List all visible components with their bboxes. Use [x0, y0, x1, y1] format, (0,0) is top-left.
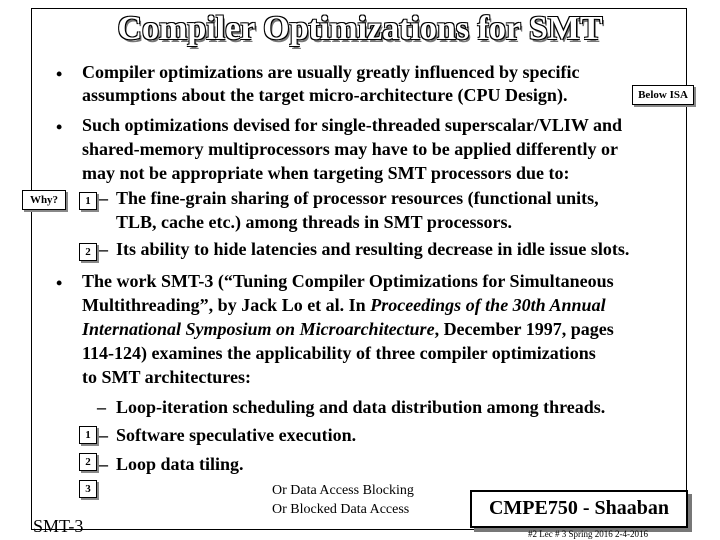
work-line-5: to SMT architectures: [82, 367, 251, 387]
reason-1-dash: – [99, 188, 108, 208]
optimization-number-2: 2 [79, 453, 97, 471]
work-line-2a: Multithreading”, by Jack Lo et al. In [82, 295, 371, 315]
optimization-2-dash: – [99, 425, 108, 445]
reason-1-line-1: The fine-grain sharing of processor resources (functional units, [116, 188, 599, 208]
work-line-3b: , December 1997, pages [434, 319, 614, 339]
work-line-3 [82, 319, 614, 340]
optimization-3-dash: – [99, 454, 108, 474]
why-label: Why? [22, 190, 66, 210]
bullet-1-line-2: assumptions about the target micro-architecture (CPU Design). [82, 85, 568, 105]
reason-2-dash: – [99, 239, 108, 259]
reason-2-line-1: Its ability to hide latencies and resulting decrease in idle issue slots. [116, 239, 630, 259]
reason-1-line-2: TLB, cache etc.) among threads in SMT processors. [116, 212, 512, 232]
reason-number-2: 2 [79, 243, 97, 261]
slide-id-label: SMT-3 [33, 516, 84, 536]
work-line-2 [82, 295, 606, 316]
tiling-note-line-2: Or Blocked Data Access [272, 502, 410, 517]
bullet-2-line-2: shared-memory multiprocessors may have to be applied differently or [82, 139, 618, 159]
course-badge: CMPE750 - Shaaban [470, 490, 688, 528]
lecture-info: #2 Lec # 3 Spring 2016 2-4-2016 [528, 529, 648, 539]
tiling-note-line-1: Or Data Access Blocking [272, 483, 414, 498]
bullet-2-line-3: may not be appropriate when targeting SMT processors due to: [82, 163, 570, 183]
proceedings-title-part-2: International Symposium on Microarchitecture [82, 319, 435, 339]
proceedings-title-part-1: Proceedings of the 30th Annual [370, 295, 606, 315]
optimization-number-3: 3 [79, 480, 97, 498]
work-line-4: 114-124) examines the applicability of three compiler optimizations [82, 343, 596, 363]
optimization-3: Loop data tiling. [116, 454, 244, 474]
bullet-marker: • [56, 273, 63, 293]
optimization-1: Loop-iteration scheduling and data distribution among threads. [116, 397, 606, 417]
bullet-marker: • [56, 64, 63, 84]
slide-title: Compiler Optimizations for SMT [117, 10, 603, 47]
below-isa-tag: Below ISA [632, 85, 694, 105]
bullet-2-line-1: Such optimizations devised for single-threaded superscalar/VLIW and [82, 115, 623, 135]
optimization-2: Software speculative execution. [116, 425, 357, 445]
bullet-1-line-1: Compiler optimizations are usually greatly influenced by specific [82, 62, 580, 82]
optimization-1-dash: – [97, 397, 106, 417]
optimization-number-1: 1 [79, 426, 97, 444]
work-line-1: The work SMT-3 (“Tuning Compiler Optimizations for Simultaneous [82, 271, 614, 291]
reason-number-1: 1 [79, 192, 97, 210]
bullet-marker: • [56, 117, 63, 137]
